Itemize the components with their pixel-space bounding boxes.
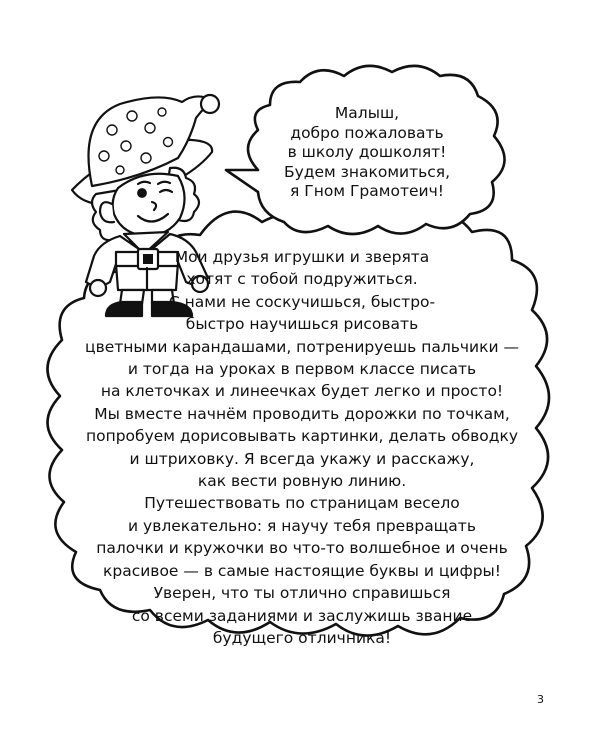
speech-bubble-text [232,104,502,202]
main-text-line: цветными карандашами, потренируешь пальчики — [85,337,519,356]
main-text [60,246,544,649]
speech-line: в школу дошколят! [287,143,447,162]
main-text-line: на клеточках и линеечках будет легко и просто! [100,382,504,401]
speech-line: Малыш, [334,104,400,122]
main-text-line: хотят с тобой подружиться. [186,270,418,289]
page-number: 3 [537,693,544,706]
main-text-line: Уверен, что ты отлично справишься [153,584,451,603]
main-text-line: С нами не соскучишься, быстро- [168,292,436,311]
speech-line: добро пожаловать [290,123,444,142]
main-text-line: Мы вместе начнём проводить дорожки по точкам, [94,404,510,423]
main-text-line: и штриховку. Я всегда укажу и расскажу, [129,449,475,468]
main-text-line: красивое — в самые настоящие буквы и цифры! [103,561,501,580]
main-text-line: Мои друзья игрушки и зверята [174,248,430,266]
main-text-line: попробуем дорисовывать картинки, делать обводку [85,427,519,446]
main-text-line: и увлекательно: я научу тебя превращать [128,516,476,535]
main-text-line: и тогда на уроках в первом классе писать [127,360,477,379]
main-text-line: как вести ровную линию. [197,472,407,491]
main-text-line: со всеми заданиями и заслужишь звание [131,606,473,625]
main-text-line: будущего отличника! [212,628,392,647]
main-text-line: быстро научишься рисовать [185,315,419,334]
speech-line: Будем знакомиться, [283,162,451,181]
main-text-line: Путешествовать по страницам весело [144,494,460,513]
main-text-line: палочки и кружочки во что-то волшебное и очень [96,539,508,558]
speech-line: я Гном Грамотеич! [290,182,444,201]
